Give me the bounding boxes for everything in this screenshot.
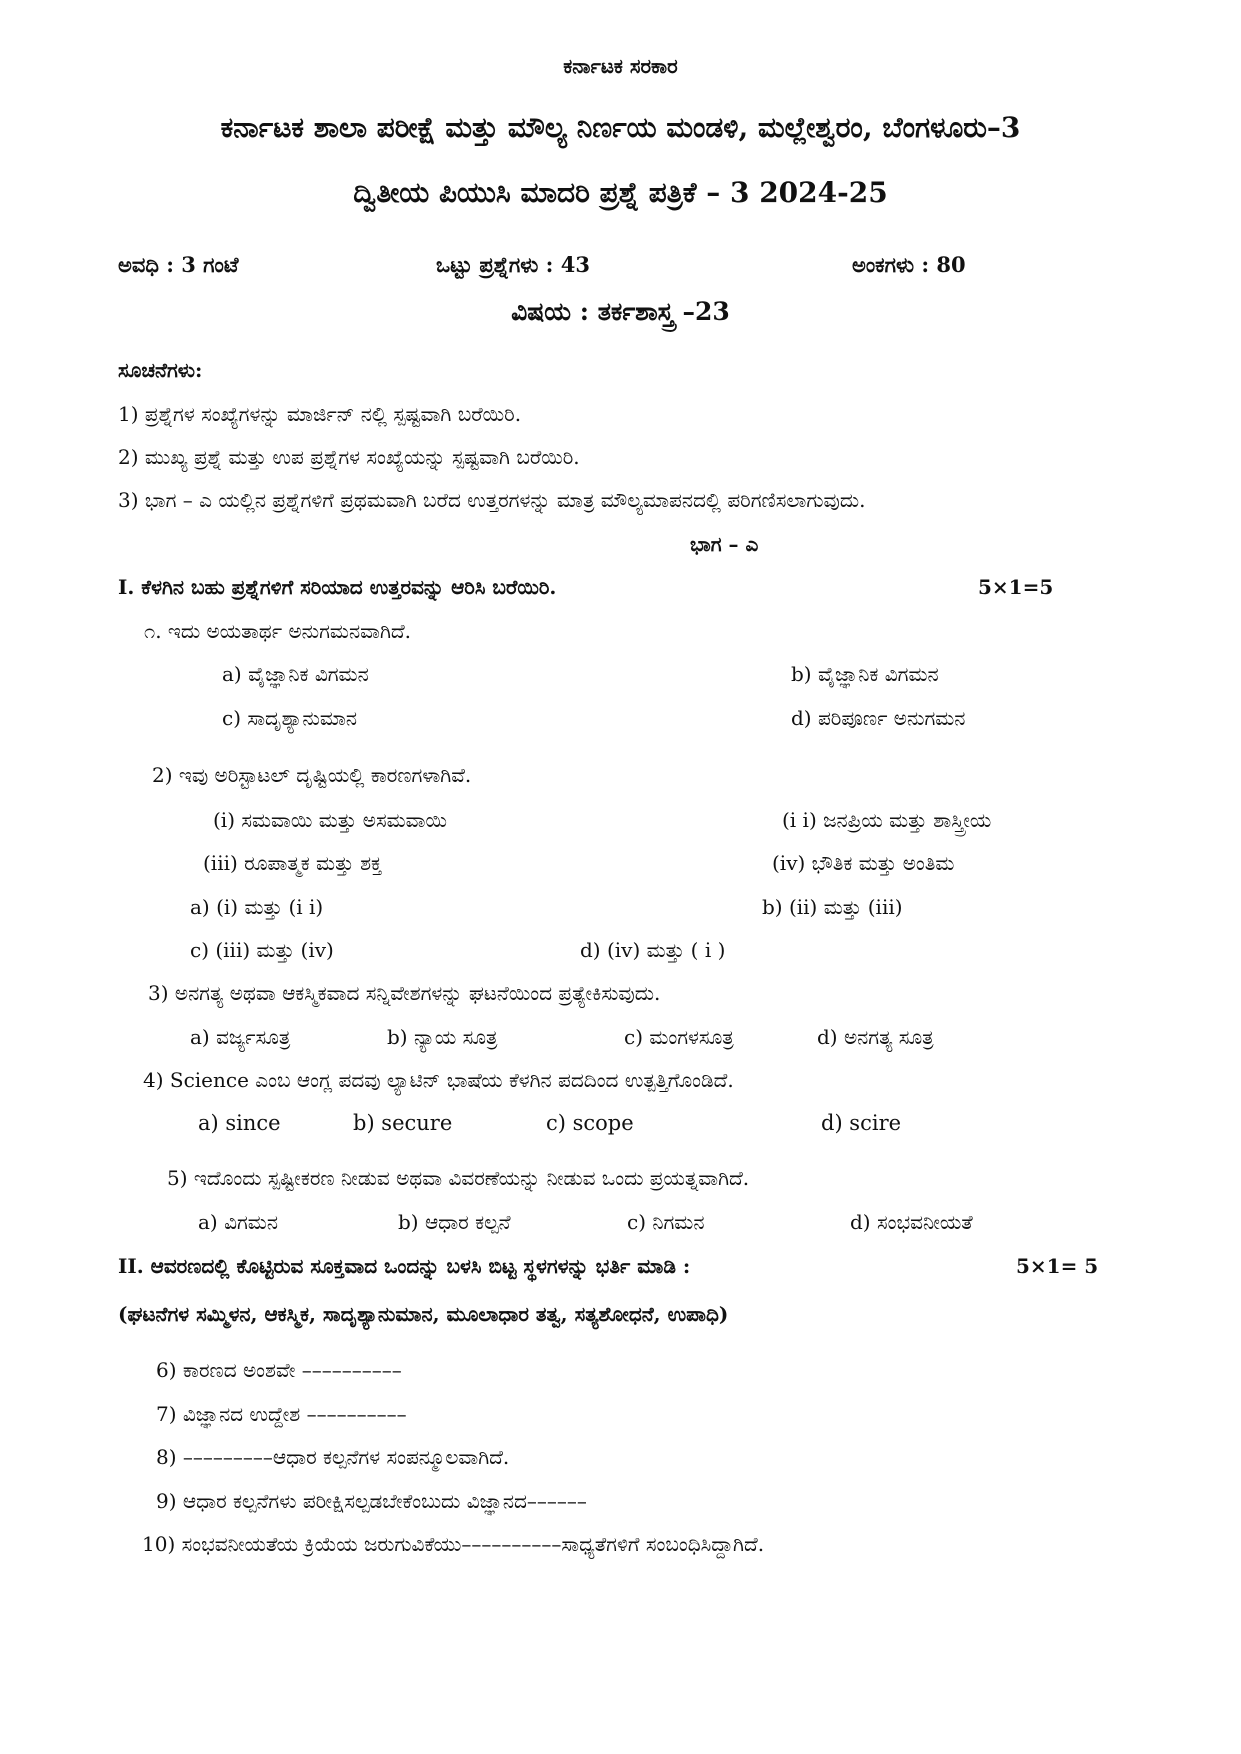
option: a) since (198, 1111, 281, 1135)
instruction-item: 1) ಪ್ರಶ್ನೆಗಳ ಸಂಖ್ಯೆಗಳನ್ನು ಮಾರ್ಜಿನ್ ನಲ್ಲಿ ಸ್ಪಷ್ಟವಾಗಿ ಬರೆಯಿರಿ. (118, 402, 522, 426)
option: d) (iv) ಮತ್ತು ( i ) (580, 938, 726, 962)
question-text: 5) ಇದೊಂದು ಸ್ಪಷ್ಟೀಕರಣ ನೀಡುವ ಅಥವಾ ವಿವರಣೆಯನ್ನು ನೀಡುವ ಒಂದು ಪ್ರಯತ್ನವಾಗಿದೆ. (167, 1166, 750, 1190)
duration: ಅವಧಿ : 3 ಗಂಟೆ (118, 252, 239, 277)
option: d) ಪರಿಪೂರ್ಣ ಅನುಗಮನ (791, 706, 966, 730)
board-title: ಕರ್ನಾಟಕ ಶಾಲಾ ಪರೀಕ್ಷೆ ಮತ್ತು ಮೌಲ್ಯ ನಿರ್ಣಯ ಮಂಡಳಿ, ಮಲ್ಲೇಶ್ವರಂ, ಬೆಂಗಳೂರು–3 (220, 111, 1021, 144)
question-text: 3) ಅನಗತ್ಯ ಅಥವಾ ಆಕಸ್ಮಿಕವಾದ ಸನ್ನಿವೇಶಗಳನ್ನು ಘಟನೆಯಿಂದ ಪ್ರತ್ಯೇಕಿಸುವುದು. (148, 981, 661, 1005)
fill-blank-question: 7) ವಿಜ್ಞಾನದ ಉದ್ದೇಶ –––––––––– (156, 1402, 407, 1426)
section2-options: (ಘಟನೆಗಳ ಸಮ್ಮಿಳನ, ಆಕಸ್ಮಿಕ, ಸಾದೃಶ್ಯಾನುಮಾನ, ಮೂಲಾಧಾರ ತತ್ವ, ಸತ್ಯಶೋಧನೆ, ಉಪಾಧಿ) (118, 1302, 729, 1326)
option: a) ವರ್ಜ್ಯಸೂತ್ರ (190, 1025, 291, 1049)
section2-heading: II. ಆವರಣದಲ್ಲಿ ಕೊಟ್ಟಿರುವ ಸೂಕ್ತವಾದ ಒಂದನ್ನು ಬಳಸಿ ಬಿಟ್ಟ ಸ್ಥಳಗಳನ್ನು ಭರ್ತಿ ಮಾಡಿ : (118, 1254, 691, 1278)
statement: (iii) ರೂಪಾತ್ಮಕ ಮತ್ತು ಶಕ್ತ (203, 851, 382, 875)
instructions-title: ಸೂಚನೆಗಳು: (118, 358, 203, 382)
question-text: ೧. ಇದು ಅಯತಾರ್ಥ ಅನುಗಮನವಾಗಿದೆ. (144, 619, 411, 643)
option: a) (i) ಮತ್ತು (i i) (190, 895, 324, 919)
instruction-item: 2) ಮುಖ್ಯ ಪ್ರಶ್ನೆ ಮತ್ತು ಉಪ ಪ್ರಶ್ನೆಗಳ ಸಂಖ್ಯೆಯನ್ನು ಸ್ಪಷ್ಟವಾಗಿ ಬರೆಯಿರಿ. (118, 445, 580, 469)
option: c) ಮಂಗಳಸೂತ್ರ (624, 1025, 734, 1049)
option: b) secure (353, 1111, 453, 1135)
option: a) ವಿಗಮನ (198, 1210, 278, 1234)
option: b) (ii) ಮತ್ತು (iii) (762, 895, 903, 919)
subject-title: ವಿಷಯ : ತರ್ಕಶಾಸ್ತ್ರ –23 (511, 297, 730, 326)
instruction-item: 3) ಭಾಗ – ಎ ಯಲ್ಲಿನ ಪ್ರಶ್ನೆಗಳಿಗೆ ಪ್ರಥಮವಾಗಿ ಬರೆದ ಉತ್ತರಗಳನ್ನು ಮಾತ್ರ ಮೌಲ್ಯಮಾಪನದಲ್ಲಿ ಪರಿಗಣಿಸಲಾಗುವುದು. (118, 488, 866, 512)
option: b) ನ್ಯಾಯ ಸೂತ್ರ (387, 1025, 498, 1049)
statement: (i) ಸಮವಾಯಿ ಮತ್ತು ಅಸಮವಾಯಿ (213, 808, 447, 832)
paper-title: ದ್ವಿತೀಯ ಪಿಯುಸಿ ಮಾದರಿ ಪ್ರಶ್ನೆ ಪತ್ರಿಕೆ – 3 2024-25 (353, 176, 888, 209)
part-title: ಭಾಗ – ಎ (690, 532, 759, 556)
option: a) ವೈಜ್ಞಾನಿಕ ವಿಗಮನ (222, 662, 369, 686)
option: b) ಆಧಾರ ಕಲ್ಪನೆ (398, 1210, 511, 1234)
section1-marks: 5×1=5 (978, 575, 1054, 599)
option: c) (iii) ಮತ್ತು (iv) (190, 938, 334, 962)
option: c) ಸಾದೃಶ್ಯಾನುಮಾನ (222, 706, 358, 730)
option: d) ಅನಗತ್ಯ ಸೂತ್ರ (817, 1025, 934, 1049)
section1-heading: I. ಕೆಳಗಿನ ಬಹು ಪ್ರಶ್ನೆಗಳಿಗೆ ಸರಿಯಾದ ಉತ್ತರವನ್ನು ಆರಿಸಿ ಬರೆಯಿರಿ. (118, 575, 557, 599)
fill-blank-question: 8) –––––––––ಆಧಾರ ಕಲ್ಪನೆಗಳ ಸಂಪನ್ಮೂಲವಾಗಿದೆ. (156, 1445, 510, 1469)
govt-title: ಕರ್ನಾಟಕ ಸರಕಾರ (563, 54, 678, 78)
option: b) ವೈಜ್ಞಾನಿಕ ವಿಗಮನ (791, 662, 939, 686)
statement: (iv) ಭೌತಿಕ ಮತ್ತು ಅಂತಿಮ (772, 851, 955, 875)
option: d) scire (821, 1111, 902, 1135)
question-text: 4) Science ಎಂಬ ಆಂಗ್ಲ ಪದವು ಲ್ಯಾಟಿನ್ ಭಾಷೆಯ ಕೆಳಗಿನ ಪದದಿಂದ ಉತ್ಪತ್ತಿಗೊಂಡಿದೆ. (143, 1068, 734, 1092)
fill-blank-question: 6) ಕಾರಣದ ಅಂಶವೇ –––––––––– (156, 1358, 402, 1382)
fill-blank-question: 10) ಸಂಭವನೀಯತೆಯ ಕ್ರಿಯೆಯ ಜರುಗುವಿಕೆಯು––––––––––ಸಾಧ್ಯತೆಗಳಿಗೆ ಸಂಬಂಧಿಸಿದ್ದಾಗಿದೆ. (142, 1532, 765, 1556)
max-marks: ಅಂಕಗಳು : 80 (852, 252, 966, 277)
question-text: 2) ಇವು ಅರಿಸ್ಟಾಟಲ್ ದೃಷ್ಟಿಯಲ್ಲಿ ಕಾರಣಗಳಾಗಿವೆ. (152, 763, 472, 787)
option: d) ಸಂಭವನೀಯತೆ (850, 1210, 973, 1234)
total-questions: ಒಟ್ಟು ಪ್ರಶ್ನೆಗಳು : 43 (436, 252, 590, 277)
option: c) scope (546, 1111, 634, 1135)
fill-blank-question: 9) ಆಧಾರ ಕಲ್ಪನೆಗಳು ಪರೀಕ್ಷಿಸಲ್ಪಡಬೇಕೆಂಬುದು ವಿಜ್ಞಾನದ–––––– (156, 1489, 587, 1513)
statement: (i i) ಜನಪ್ರಿಯ ಮತ್ತು ಶಾಸ್ತ್ರೀಯ (782, 808, 992, 832)
section2-marks: 5×1= 5 (1016, 1254, 1099, 1278)
option: c) ನಿಗಮನ (627, 1210, 705, 1234)
